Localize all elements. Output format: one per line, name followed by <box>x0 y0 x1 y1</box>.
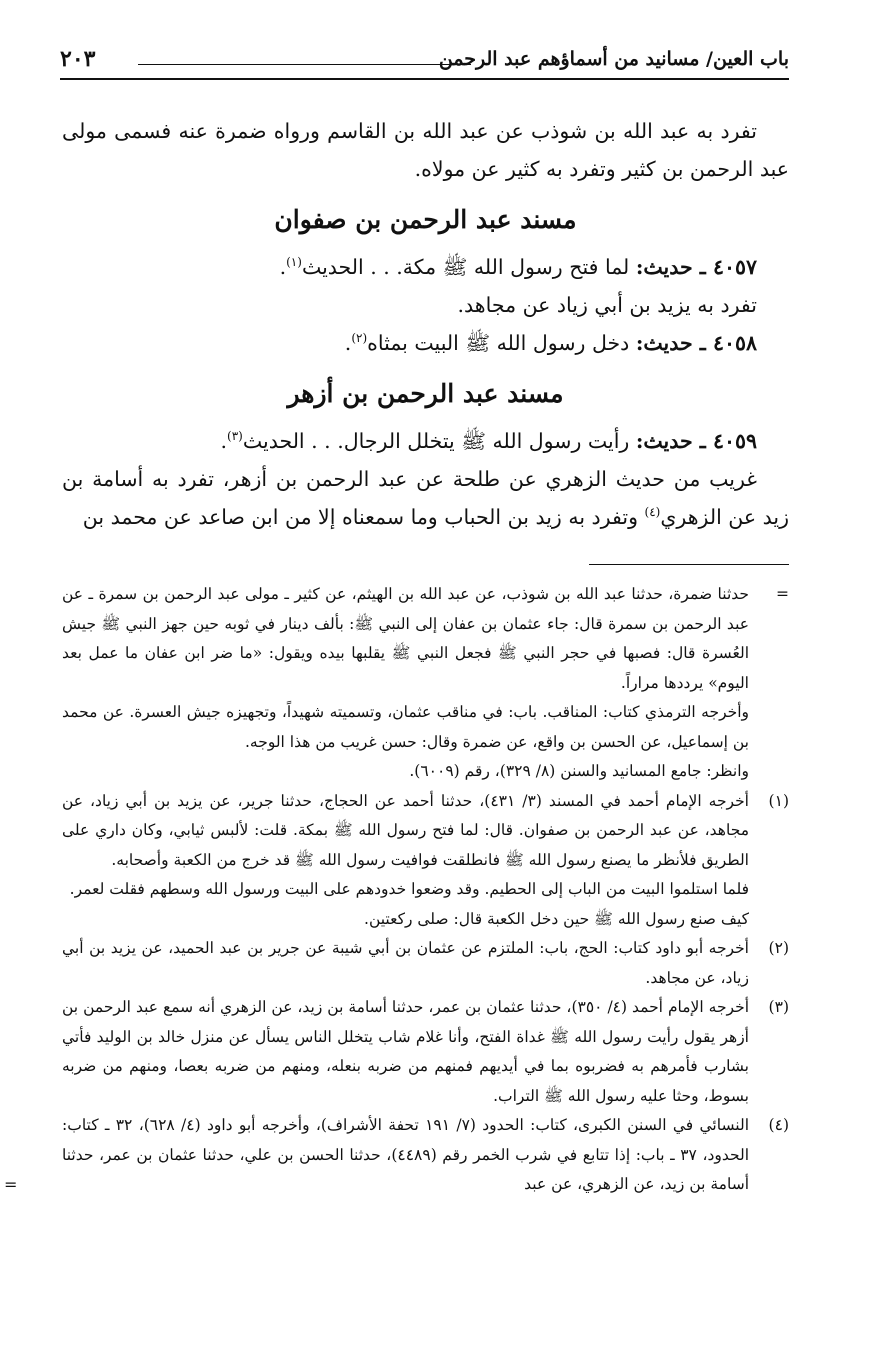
header-rule <box>138 64 471 65</box>
continuation-marker: = <box>776 585 789 603</box>
footnote-marker: (٤) <box>768 1116 789 1134</box>
footnote-3 <box>62 993 789 1111</box>
footnote-paragraph: النسائي في السنن الكبرى، كتاب: الحدود (٧/ ١٩١ تحفة الأشراف)، وأخرجه أبو داود (٤/ ٦٢٨)، ٣٢ ـ كتاب: الحدود، ٣٧ ـ باب: إذا تتابع في شرب الخمر رقم (٤٤٨٩)، حدثنا الحسن بن علي، حدثنا عثمان بن عمر، حدثنا أسامة بن زيد، عن الزهري، عن عبد <box>62 1116 749 1193</box>
footnote-4 <box>4 1111 789 1200</box>
footnote-marker: (٢) <box>768 939 789 957</box>
footnote-paragraph: كيف صنع رسول الله ﷺ حين دخل الكعبة قال: صلى ركعتين. <box>364 909 749 928</box>
note-text-b: وتفرد به زيد بن الحباب وما سمعناه إلا من ابن صاعد عن محمد بن <box>82 505 638 529</box>
hadith-text: دخل رسول الله ﷺ البيت بمثاه <box>367 331 630 355</box>
continues-next-page-marker: = <box>4 1175 18 1194</box>
footnote-ref: (١) <box>286 255 302 270</box>
footnote-paragraph: وانظر: جامع المسانيد والسنن (٨/ ٣٢٩)، رقم (٦٠٠٩). <box>409 762 749 780</box>
page-number: ٢٠٣ <box>60 46 96 72</box>
footnote-paragraph: حدثنا ضمرة، حدثنا عبد الله بن شوذب، عن عبد الله بن الهيثم، عن كثير ـ مولى عبد الرحمن بن سمرة ـ عن عبد الرحمن بن سمرة قال: جاء عثمان بن عفان إلى النبي ﷺ: بألف دينار في ثوبه حين جهز النبي ﷺ جيش العُسرة قال: فصبها في حجر النبي ﷺ فجعل النبي ﷺ يقلبها بيده ويقول: «ما ضر ابن عفان ما عمل بعد اليوم» يرددها مراراً. <box>62 585 749 692</box>
main-text <box>62 112 789 536</box>
footnote-paragraph: أخرجه أبو داود كتاب: الحج، باب: الملتزم عن عثمان بن أبي شيبة عن جرير بن عبد الحميد، عن يزيد بن أبي زياد، عن مجاهد. <box>62 939 749 987</box>
running-header <box>60 42 789 80</box>
note-text-a: غريب من حديث الزهري عن طلحة عن عبد الرحمن بن أزهر، تفرد به أسامة بن زيد عن الزهري <box>62 467 789 529</box>
footnote-marker: (١) <box>768 791 789 810</box>
footnote-ref: (٣) <box>227 429 243 444</box>
section-heading-ibn-azhar: مسند عبد الرحمن بن أزهر <box>287 379 564 408</box>
hadith-4058: ٤٠٥٨ ـ حديث: دخل رسول الله ﷺ البيت بمثاه$^{(٢)}$. <box>344 331 757 355</box>
footnote-2 <box>62 934 789 993</box>
footnote-marker: (٣) <box>768 998 789 1016</box>
footnote-paragraph: أخرجه الإمام أحمد (٤/ ٣٥٠)، حدثنا عثمان بن عمر، حدثنا أسامة بن زيد، عن الزهري أنه سمع عبد الرحمن بن أزهر يقول رأيت رسول الله ﷺ غداة الفتح، وأنا غلام شاب يتخلل الناس يسأل عن منزل خالد بن الوليد فأتي بشارب فأمرهم به فضربوه بما في أيديهم فمنهم من ضربه بنعله، ومنهم من ضربه بعصا، ومنهم من ضربه بسوط، وحثا عليه رسول الله ﷺ التراب. <box>62 998 749 1105</box>
hadith-4059-note <box>62 460 789 536</box>
chapter-title: باب العين/ مسانيد من أسماؤهم عبد الرحمن <box>438 48 789 70</box>
footnote-paragraph: أخرجه الإمام أحمد في المسند (٣/ ٤٣١)، حدثنا أحمد عن الحجاج، حدثنا جرير، عن يزيد بن أبي زياد، عن مجاهد، عن عبد الرحمن بن صفوان. قال: لما فتح رسول الله ﷺ بمكة. قلت: لألبس ثيابي، وكان داري على الطريق فلأنظر ما يصنع رسول الله ﷺ فانطلقت فوافيت رسول الله ﷺ قد خرج من الكعبة وأصحابه. <box>62 791 749 869</box>
hadith-4057-note: تفرد به يزيد بن أبي زياد عن مجاهد. <box>457 293 757 317</box>
hadith-4059: ٤٠٥٩ ـ حديث: رأيت رسول الله ﷺ يتخلل الرجال. . . الحديث$^{(٣)}$. <box>220 429 757 453</box>
footnotes <box>4 580 789 1200</box>
intro-paragraph: تفرد به عبد الله بن شوذب عن عبد الله بن القاسم ورواه ضمرة عنه فسمى مولى عبد الرحمن بن كثير وتفرد به كثير عن مولاه. <box>62 119 789 181</box>
hadith-4057: ٤٠٥٧ ـ حديث: لما فتح رسول الله ﷺ مكة. . . الحديث$^{(١)}$. <box>279 255 757 279</box>
hadith-number: ٤٠٥٩ ـ حديث: <box>635 429 757 453</box>
footnote-paragraph: فلما استلموا البيت من الباب إلى الحطيم. وقد وضعوا خدودهم على البيت ورسول الله وسطهم فقلت لعمر. <box>69 880 749 898</box>
footnote-paragraph: وأخرجه الترمذي كتاب: المناقب. باب: في مناقب عثمان، وتسميته شهيداً، وتجهيزه جيش العسرة. عن محمد بن إسماعيل، عن الحسن بن واقع، عن ضمرة وقال: حسن غريب من هذا الوجه. <box>62 703 749 751</box>
section-heading-ibn-safwan: مسند عبد الرحمن بن صفوان <box>274 205 577 234</box>
footnote-ref: (٤) <box>644 505 661 520</box>
footnote-ref: (٢) <box>351 331 368 346</box>
hadith-text: لما فتح رسول الله ﷺ مكة. . . الحديث <box>301 255 630 279</box>
footnote-continued <box>62 580 789 787</box>
footnote-1 <box>62 787 789 935</box>
hadith-number: ٤٠٥٨ ـ حديث: <box>635 331 757 355</box>
footnote-separator <box>589 564 789 565</box>
hadith-number: ٤٠٥٧ ـ حديث: <box>635 255 757 279</box>
hadith-text: رأيت رسول الله ﷺ يتخلل الرجال. . . الحديث <box>242 429 630 453</box>
